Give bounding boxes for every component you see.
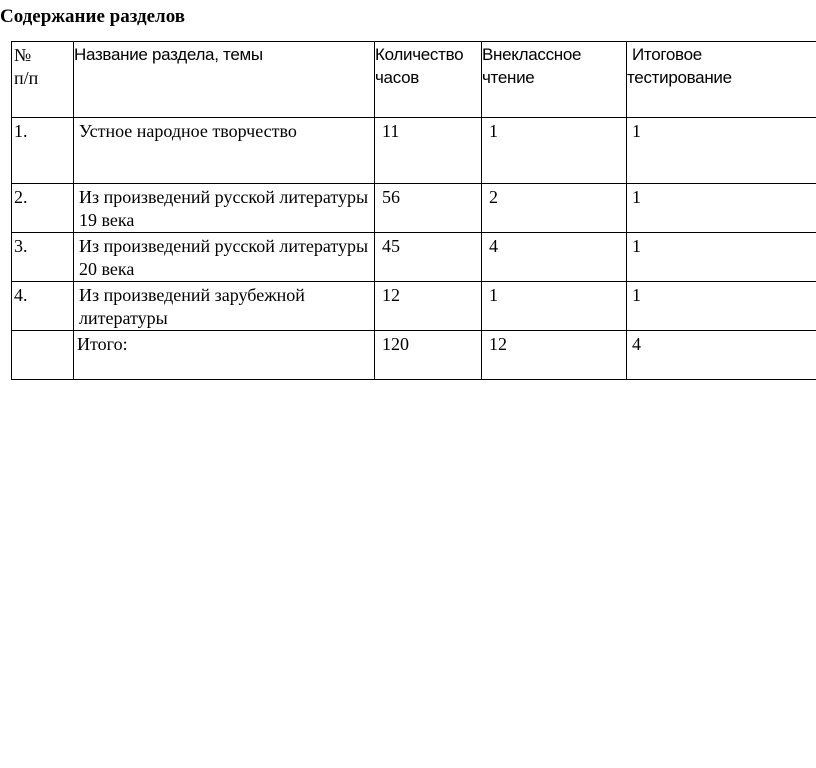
row-num: 1. [12, 118, 74, 184]
row-testing: 1 [627, 282, 816, 331]
row-name: Из произведений русской литературы 19 века [74, 184, 375, 233]
header-testing-line2: тестирование [627, 68, 732, 87]
row-hours: 12 [375, 282, 482, 331]
header-num-line2: п/п [14, 68, 39, 88]
row-name: Устное народное творчество [74, 118, 375, 184]
row-reading: 4 [482, 233, 627, 282]
total-testing: 4 [627, 331, 816, 380]
row-hours: 56 [375, 184, 482, 233]
sections-table [11, 41, 816, 380]
header-testing-line1: Итоговое [632, 45, 702, 64]
row-reading: 1 [482, 118, 627, 184]
total-hours: 120 [375, 331, 482, 380]
row-hours: 45 [375, 233, 482, 282]
row-num: 4. [12, 282, 74, 331]
table-row [12, 118, 816, 184]
total-num [12, 331, 74, 380]
header-hours-line2: часов [375, 68, 419, 87]
header-name [74, 42, 375, 118]
total-reading: 12 [482, 331, 627, 380]
row-reading: 2 [482, 184, 627, 233]
total-label: Итого: [74, 331, 375, 380]
row-testing: 1 [627, 233, 816, 282]
row-reading: 1 [482, 282, 627, 331]
header-hours-line1: Количество [375, 45, 464, 64]
table-header-row [12, 42, 816, 118]
table-row [12, 184, 816, 233]
header-reading [482, 42, 627, 118]
table-total-row [12, 331, 816, 380]
row-hours: 11 [375, 118, 482, 184]
row-num: 2. [12, 184, 74, 233]
header-testing [627, 42, 816, 118]
table-row [12, 282, 816, 331]
header-hours [375, 42, 482, 118]
row-name: Из произведений русской литературы 20 века [74, 233, 375, 282]
row-testing: 1 [627, 118, 816, 184]
document-heading: Содержание разделов [0, 6, 185, 27]
header-reading-line1: Внеклассное [482, 45, 582, 64]
header-reading-line2: чтение [482, 68, 535, 87]
header-num-line1: № [14, 45, 32, 65]
table-row [12, 233, 816, 282]
header-name-text: Название раздела, темы [74, 45, 263, 64]
header-num [12, 42, 74, 118]
row-num: 3. [12, 233, 74, 282]
row-testing: 1 [627, 184, 816, 233]
row-name: Из произведений зарубежной литературы [74, 282, 375, 331]
